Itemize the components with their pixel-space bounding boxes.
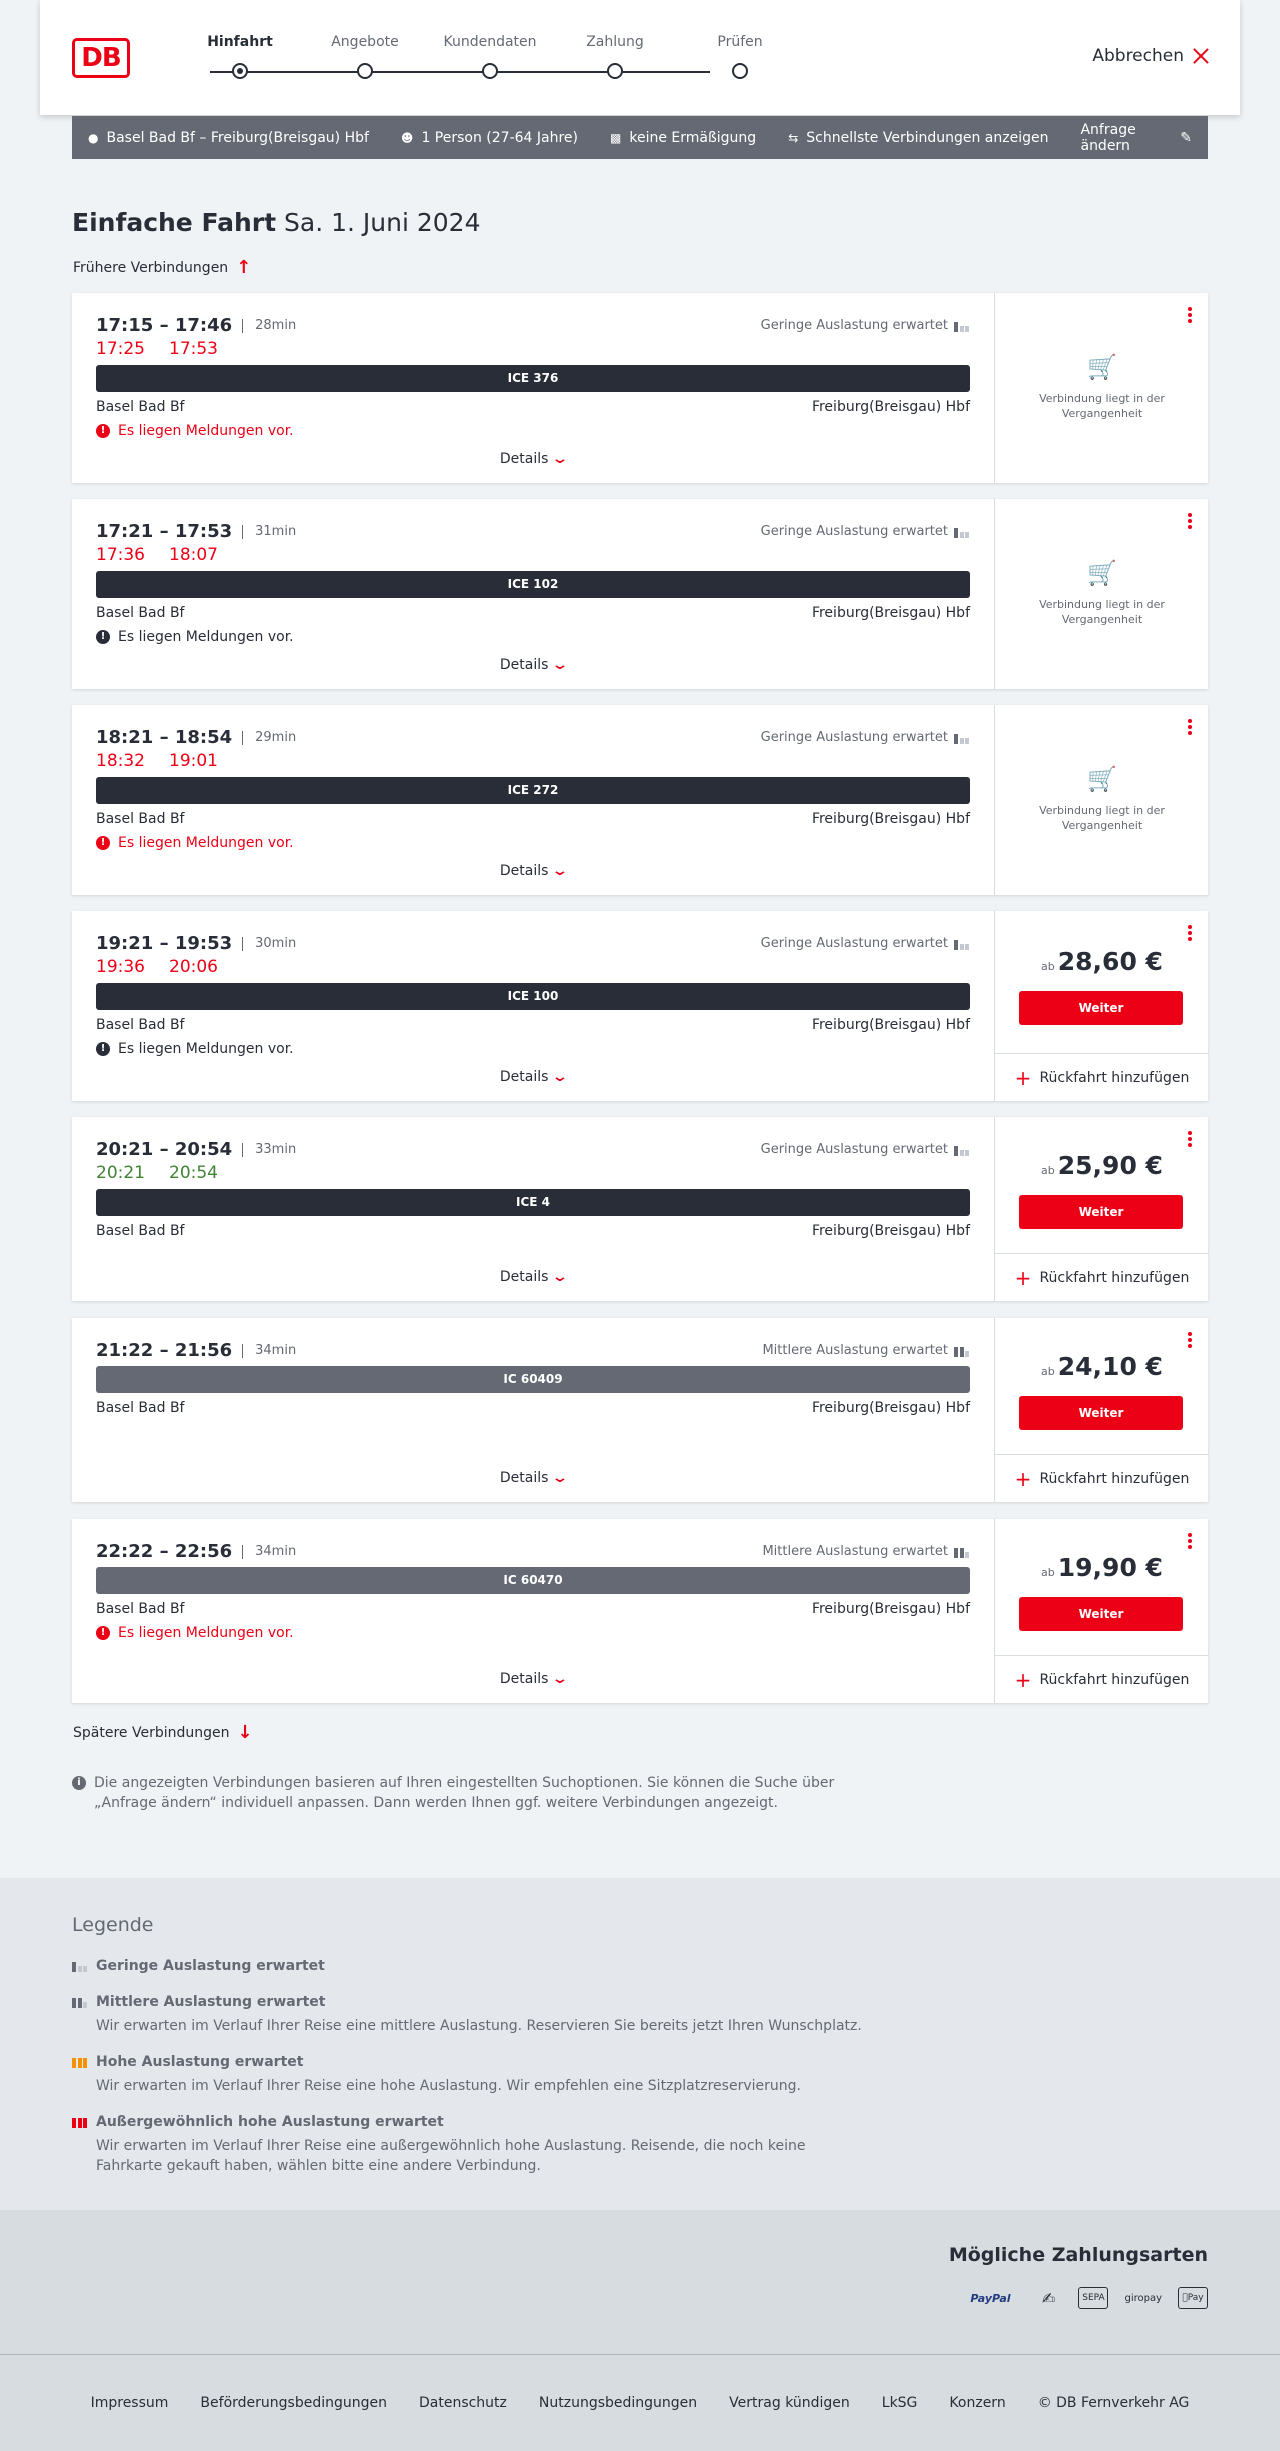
realtime-departure: 19:36 (96, 957, 145, 977)
card-icon: ▩ (610, 130, 622, 145)
step-zahlung: Zahlung (555, 34, 675, 54)
train-bar: ICE 100 (96, 983, 970, 1010)
occupancy-high-icon (72, 2056, 88, 2068)
footer-link-impressum[interactable]: Impressum (90, 2395, 169, 2411)
more-options-icon[interactable] (1188, 1131, 1192, 1147)
connection-info (72, 1117, 994, 1301)
connection-info (72, 705, 994, 895)
payment-title: Mögliche Zahlungsarten (948, 2244, 1208, 2266)
details-toggle[interactable]: Details ⌄ (499, 863, 570, 879)
connection-info (72, 293, 994, 483)
search-summary-bar (72, 116, 1208, 159)
realtime-times (96, 751, 218, 771)
connection-info (72, 499, 994, 689)
realtime-times (96, 957, 218, 977)
payment-icons (962, 2286, 1208, 2310)
later-connections-link[interactable]: Spätere Verbindungen ↓ (73, 1722, 253, 1743)
origin-station: Basel Bad Bf (96, 1223, 185, 1239)
chevron-down-icon: ⌄ (551, 863, 570, 879)
disruption-message: ! Es liegen Meldungen vor. (96, 835, 294, 851)
station-row (96, 1400, 970, 1416)
offer-panel (994, 1318, 1208, 1502)
alert-icon (96, 836, 110, 850)
occupancy-indicator: Geringe Auslastung erwartet (761, 936, 970, 951)
destination-station: Freiburg(Breisgau) Hbf (811, 1400, 970, 1416)
offer-panel (994, 1519, 1208, 1703)
price: ab 28,60 € (1041, 947, 1163, 976)
realtime-departure: 17:36 (96, 545, 145, 565)
train-bar: ICE 272 (96, 777, 970, 804)
add-return-button[interactable]: + Rückfahrt hinzufügen (995, 1053, 1209, 1101)
more-options-icon[interactable] (1188, 1332, 1192, 1348)
connection-info (72, 1519, 994, 1703)
cancel-button[interactable] (1092, 46, 1210, 66)
occupancy-icon (954, 1144, 970, 1156)
connection-card[interactable] (72, 499, 1208, 689)
destination-station: Freiburg(Breisgau) Hbf (811, 605, 970, 621)
occupancy-indicator: Mittlere Auslastung erwartet (762, 1544, 970, 1559)
footer-links (0, 2395, 1280, 2411)
occupancy-indicator: Geringe Auslastung erwartet (761, 730, 970, 745)
past-connection-notice: 🛒 Verbindung liegt in der Vergangenheit (1039, 559, 1165, 626)
cart-unavailable-icon: 🛒 (1087, 353, 1117, 381)
past-connection-notice: 🛒 Verbindung liegt in der Vergangenheit (1039, 765, 1165, 832)
legend-section (0, 1878, 1280, 2210)
legend-item-exceptional: Außergewöhnlich hohe Auslastung erwartet Wir erwarten im Verlauf Ihrer Reise eine außergewöhnlich hohe Auslastung. Reisende, die noch keine Fahrkarte gekauft haben, wählen bitte eine andere Verbindung. (72, 2114, 872, 2176)
train-bar: IC 60470 (96, 1567, 970, 1594)
details-toggle[interactable]: Details ⌄ (499, 1470, 570, 1486)
apple-pay-icon: Pay (1178, 2287, 1208, 2309)
connection-card[interactable] (72, 911, 1208, 1101)
occupancy-icon (954, 732, 970, 744)
planned-times: 17:15 – 17:46 28min (96, 315, 297, 336)
planned-times: 22:22 – 22:56 34min (96, 1541, 297, 1562)
alert-icon (96, 630, 110, 644)
occupancy-exceptional-icon (72, 2116, 88, 2128)
destination-station: Freiburg(Breisgau) Hbf (811, 1017, 970, 1033)
option-summary: ⇆ Schnellste Verbindungen anzeigen (788, 129, 1049, 146)
progress-line (210, 71, 710, 73)
realtime-times (96, 1163, 218, 1183)
close-icon (1192, 47, 1210, 65)
offer-panel (994, 911, 1208, 1101)
occupancy-low-icon (72, 1960, 88, 1972)
planned-times: 19:21 – 19:53 30min (96, 933, 297, 954)
disruption-message: ! Es liegen Meldungen vor. (96, 1041, 294, 1057)
offer-panel (994, 705, 1208, 895)
price: ab 19,90 € (1041, 1553, 1163, 1582)
connection-card[interactable] (72, 705, 1208, 895)
earlier-connections-link[interactable]: Frühere Verbindungen ↑ (73, 257, 252, 278)
sepa-icon: SEPA (1078, 2287, 1108, 2309)
train-bar: ICE 102 (96, 571, 970, 598)
step-pruefen: Prüfen (680, 34, 800, 54)
destination-station: Freiburg(Breisgau) Hbf (811, 1601, 970, 1617)
connection-card[interactable] (72, 1117, 1208, 1301)
alert-icon (96, 1042, 110, 1056)
more-options-icon[interactable] (1188, 307, 1192, 323)
duration: 31min (242, 525, 296, 539)
offer-panel (994, 293, 1208, 483)
disruption-message: ! Es liegen Meldungen vor. (96, 423, 294, 439)
footer-link-datenschutz[interactable]: Datenschutz (418, 2395, 507, 2411)
station-row (96, 605, 970, 621)
planned-times: 17:21 – 17:53 31min (96, 521, 297, 542)
more-options-icon[interactable] (1188, 719, 1192, 735)
occupancy-icon (954, 1546, 970, 1558)
page-title: Einfache Fahrt Sa. 1. Juni 2024 (72, 208, 481, 237)
db-logo[interactable]: DB (72, 38, 130, 78)
change-request-button[interactable]: Anfrage ändern ✎ (1080, 121, 1192, 154)
details-toggle[interactable]: Details ⌄ (499, 1069, 570, 1085)
passenger-summary: ☻ 1 Person (27-64 Jahre) (400, 129, 578, 146)
origin-station: Basel Bad Bf (96, 399, 185, 415)
cancel-label: Abbrechen (1092, 46, 1184, 66)
chevron-down-icon: ⌄ (551, 1671, 570, 1687)
realtime-departure: 18:32 (96, 751, 145, 771)
alert-icon (96, 1626, 110, 1640)
paypal-icon: PayPal (970, 2291, 1011, 2305)
realtime-arrival: 20:54 (169, 1163, 218, 1183)
realtime-departure: 20:21 (96, 1163, 145, 1183)
realtime-arrival: 18:07 (169, 545, 218, 565)
occupancy-indicator: Geringe Auslastung erwartet (761, 1142, 970, 1157)
realtime-departure: 17:25 (96, 339, 145, 359)
add-return-button[interactable]: + Rückfahrt hinzufügen (995, 1253, 1209, 1301)
realtime-arrival: 19:01 (169, 751, 218, 771)
footer (0, 2354, 1280, 2451)
chevron-down-icon: ⌄ (551, 451, 570, 467)
booking-header (40, 0, 1240, 115)
realtime-times (96, 339, 218, 359)
train-bar: ICE 376 (96, 365, 970, 392)
connection-card[interactable] (72, 1519, 1208, 1703)
origin-station: Basel Bad Bf (96, 1400, 185, 1416)
destination-station: Freiburg(Breisgau) Hbf (811, 811, 970, 827)
plus-icon: + (1014, 1466, 1032, 1491)
cart-unavailable-icon: 🛒 (1087, 765, 1117, 793)
duration: 30min (242, 937, 296, 951)
swap-arrows-icon: ⇆ (788, 130, 799, 145)
arrow-down-icon: ↓ (237, 1722, 253, 1743)
details-toggle[interactable]: Details ⌄ (499, 1671, 570, 1687)
origin-station: Basel Bad Bf (96, 1017, 185, 1033)
planned-times: 20:21 – 20:54 33min (96, 1139, 297, 1160)
destination-station: Freiburg(Breisgau) Hbf (811, 1223, 970, 1239)
payment-section (0, 2210, 1280, 2354)
credit-card-icon: ✍ (1041, 2288, 1056, 2308)
legend-item-high: Hohe Auslastung erwartet Wir erwarten im Verlauf Ihrer Reise eine hohe Auslastung. Wir empfehlen eine Sitzplatzreservierung. (72, 2054, 872, 2096)
chevron-down-icon: ⌄ (551, 1470, 570, 1486)
more-options-icon[interactable] (1188, 513, 1192, 529)
duration: 34min (242, 1344, 296, 1358)
connection-card[interactable] (72, 1318, 1208, 1502)
occupancy-icon (954, 320, 970, 332)
planned-times: 21:22 – 21:56 34min (96, 1340, 297, 1361)
occupancy-indicator: Geringe Auslastung erwartet (761, 318, 970, 333)
past-connection-notice: 🛒 Verbindung liegt in der Vergangenheit (1039, 353, 1165, 420)
occupancy-indicator: Mittlere Auslastung erwartet (762, 1343, 970, 1358)
legend-item-mid: Mittlere Auslastung erwartet Wir erwarten im Verlauf Ihrer Reise eine mittlere Auslastung. Reservieren Sie bereits jetzt Ihren Wunschplatz. (72, 1994, 872, 2036)
train-bar: ICE 4 (96, 1189, 970, 1216)
details-toggle[interactable]: Details ⌄ (499, 1269, 570, 1285)
legend-item-low: Geringe Auslastung erwartet (72, 1958, 872, 1974)
duration: 29min (242, 731, 296, 745)
chevron-down-icon: ⌄ (551, 1269, 570, 1285)
occupancy-indicator: Geringe Auslastung erwartet (761, 524, 970, 539)
offer-panel (994, 499, 1208, 689)
footer-copyright: © DB Fernverkehr AG (1037, 2395, 1190, 2411)
plus-icon: + (1014, 1065, 1032, 1090)
arrow-up-icon: ↑ (236, 257, 252, 278)
chevron-down-icon: ⌄ (551, 1069, 570, 1085)
realtime-arrival: 20:06 (169, 957, 218, 977)
alert-icon (96, 424, 110, 438)
route-summary: ● Basel Bad Bf – Freiburg(Breisgau) Hbf (88, 129, 369, 146)
progress-steps (180, 34, 780, 84)
info-note: i Die angezeigten Verbindungen basieren auf Ihren eingestellten Suchoptionen. Sie können die Suche über „Anfrage ändern“ individuell anpassen. Dann werden Ihnen ggf. weitere Verbindungen angezeigt. (72, 1773, 862, 1813)
train-bar: IC 60409 (96, 1366, 970, 1393)
step-kundendaten: Kundendaten (430, 34, 550, 54)
discount-summary: ▩ keine Ermäßigung (610, 129, 757, 146)
planned-times: 18:21 – 18:54 29min (96, 727, 297, 748)
more-options-icon[interactable] (1188, 925, 1192, 941)
origin-station: Basel Bad Bf (96, 605, 185, 621)
step-hinfahrt: Hinfahrt (180, 34, 300, 54)
details-toggle[interactable]: Details ⌄ (499, 451, 570, 467)
station-row (96, 1017, 970, 1033)
duration: 34min (242, 1545, 296, 1559)
origin-station: Basel Bad Bf (96, 811, 185, 827)
connection-info (72, 1318, 994, 1502)
realtime-times (96, 545, 218, 565)
giropay-icon: giropay (1124, 2292, 1162, 2304)
connection-info (72, 911, 994, 1101)
person-icon: ☻ (400, 130, 414, 145)
disruption-message: ! Es liegen Meldungen vor. (96, 1625, 294, 1641)
travel-date: Sa. 1. Juni 2024 (284, 208, 481, 237)
add-return-button[interactable]: + Rückfahrt hinzufügen (995, 1655, 1209, 1703)
step-angebote: Angebote (305, 34, 425, 54)
occupancy-mid-icon (72, 1996, 88, 2008)
duration: 28min (242, 319, 296, 333)
plus-icon: + (1014, 1667, 1032, 1692)
info-icon: i (72, 1776, 86, 1790)
more-options-icon[interactable] (1188, 1533, 1192, 1549)
continue-button[interactable]: Weiter (1019, 991, 1183, 1025)
connection-card[interactable] (72, 293, 1208, 483)
station-row (96, 1223, 970, 1239)
station-row (96, 1601, 970, 1617)
footer-link-nutzung[interactable]: Nutzungsbedingungen (538, 2395, 698, 2411)
price: ab 24,10 € (1041, 1352, 1163, 1381)
destination-station: Freiburg(Breisgau) Hbf (811, 399, 970, 415)
legend-title: Legende (72, 1914, 154, 1936)
footer-link-kuendigen[interactable]: Vertrag kündigen (729, 2395, 850, 2411)
continue-button[interactable]: Weiter (1019, 1597, 1183, 1631)
disruption-message: ! Es liegen Meldungen vor. (96, 629, 294, 645)
location-pin-icon: ● (88, 130, 99, 145)
footer-link-lksg[interactable]: LkSG (881, 2395, 918, 2411)
station-row (96, 811, 970, 827)
offer-panel (994, 1117, 1208, 1301)
duration: 33min (242, 1143, 296, 1157)
realtime-arrival: 17:53 (169, 339, 218, 359)
continue-button[interactable]: Weiter (1019, 1195, 1183, 1229)
station-row (96, 399, 970, 415)
occupancy-icon (954, 938, 970, 950)
origin-station: Basel Bad Bf (96, 1601, 185, 1617)
pencil-icon: ✎ (1180, 129, 1192, 146)
cart-unavailable-icon: 🛒 (1087, 559, 1117, 587)
add-return-button[interactable]: + Rückfahrt hinzufügen (995, 1454, 1209, 1502)
continue-button[interactable]: Weiter (1019, 1396, 1183, 1430)
price: ab 25,90 € (1041, 1151, 1163, 1180)
footer-link-befoerderung[interactable]: Beförderungsbedingungen (200, 2395, 387, 2411)
details-toggle[interactable]: Details ⌄ (499, 657, 570, 673)
occupancy-icon (954, 526, 970, 538)
footer-link-konzern[interactable]: Konzern (949, 2395, 1006, 2411)
chevron-down-icon: ⌄ (551, 657, 570, 673)
plus-icon: + (1014, 1265, 1032, 1290)
occupancy-icon (954, 1345, 970, 1357)
